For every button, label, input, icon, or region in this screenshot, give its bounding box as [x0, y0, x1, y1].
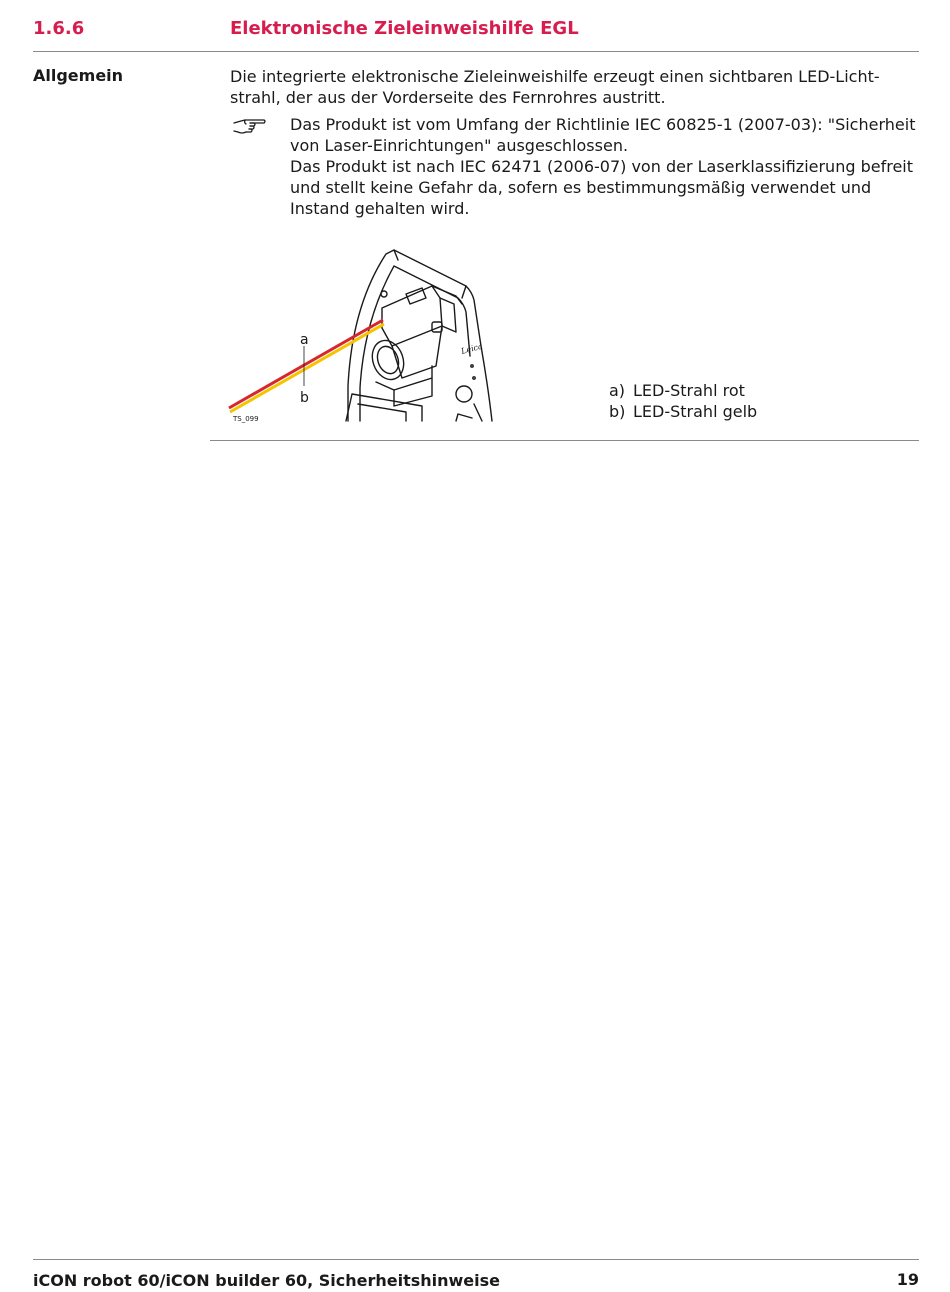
legend-item-a — [609, 380, 757, 401]
callout-label-b: b — [300, 390, 309, 406]
section-number: 1.6.6 — [33, 18, 85, 39]
footer-title: iCON robot 60/iCON builder 60, Sicherheitshinweise — [33, 1271, 501, 1290]
header-divider — [33, 51, 919, 52]
legend-text-b: LED-Strahl gelb — [633, 402, 758, 421]
subsection-label: Allgemein — [33, 66, 124, 85]
legend-text-a: LED-Strahl rot — [633, 381, 745, 400]
total-station-illustration — [226, 246, 496, 424]
callout-label-a: a — [300, 332, 309, 348]
figure-legend — [609, 380, 757, 422]
figure-code: TS_099 — [233, 415, 259, 423]
note-paragraph-1: Das Produkt ist vom Umfang der Richtlinie IEC 60825-1 (2007-03): "Sicherheit von Laser-Einrichtungen" ausgeschlossen. — [290, 115, 916, 155]
note-paragraph-2: Das Produkt ist nach IEC 62471 (2006-07) von der Laserklassifizierung befreit und stellt keine Gefahr da, sofern es bestimmungsmäßig verwendet und Instand gehalten wird. — [290, 157, 913, 218]
page-number: 19 — [896, 1270, 919, 1289]
legend-key-b: b) — [609, 402, 626, 421]
brand-logo: Leica — [460, 341, 484, 356]
section-title: Elektronische Zieleinweishilfe EGL — [230, 18, 579, 39]
note-text — [290, 114, 920, 219]
legend-key-a: a) — [609, 381, 626, 400]
footer-divider — [33, 1259, 919, 1260]
legend-item-b — [609, 401, 757, 422]
figure-divider — [210, 440, 919, 441]
pointing-hand-icon — [232, 117, 268, 137]
intro-paragraph: Die integrierte elektronische Zieleinweishilfe erzeugt einen sichtbaren LED-Lichtstrahl, der aus der Vorderseite des Fernrohres austritt. — [230, 67, 880, 107]
